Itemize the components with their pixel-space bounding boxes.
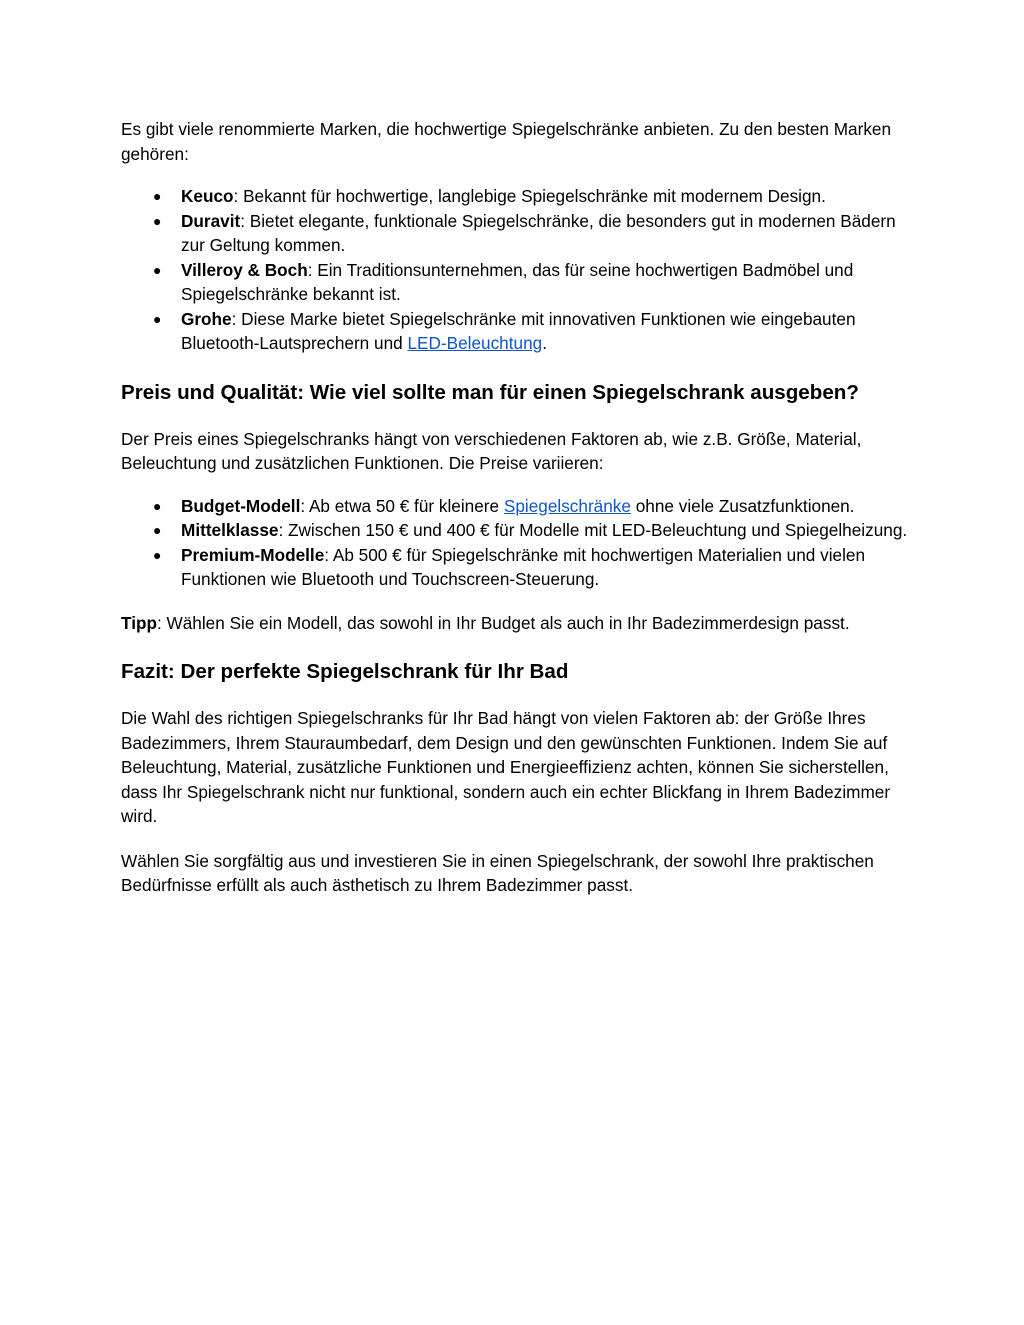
bullet-icon: ● (153, 522, 162, 538)
brands-list (121, 184, 911, 356)
price-tier-description-end: ohne viele Zusatzfunktionen. (630, 495, 855, 516)
conclusion-paragraph-2: Wählen Sie sorgfältig aus und investieren Sie in einen Spiegelschrank, der sowohl Ihre praktischen Bedürfnisse erfüllt als auch ästhetisch zu Ihrem Badezimmer passt. (121, 850, 874, 895)
spiegelschraenke-link[interactable]: Spiegelschränke (503, 495, 631, 516)
brand-name: Grohe (181, 308, 232, 329)
list-item-price-tier (121, 494, 911, 519)
list-item-brand (121, 307, 911, 356)
tip-text: : Wählen Sie ein Modell, das sowohl in Ihr Budget als auch in Ihr Badezimmerdesign passt. (156, 612, 850, 633)
bullet-icon: ● (153, 212, 162, 229)
list-item-price-tier (121, 543, 911, 592)
price-tier-description: : Ab etwa 50 € für kleinere (300, 495, 504, 516)
document-content (121, 117, 911, 898)
price-tier-name: Mittelklasse (181, 520, 279, 540)
price-tier-name: Budget-Modell (181, 495, 301, 516)
led-beleuchtung-link[interactable]: LED-Beleuchtung (407, 333, 543, 353)
price-tier-description: : Ab 500 € für Spiegelschränke mit hochwertigen Materialien und vielen Funktionen wie Bluetooth und Touchscreen-Steuerung. (181, 544, 866, 589)
bullet-icon: ● (153, 261, 162, 278)
price-tier-description: : Zwischen 150 € und 400 € für Modelle mit LED-Beleuchtung und Spiegelheizung. (278, 520, 908, 540)
price-list (121, 494, 911, 592)
conclusion-paragraph-1: Die Wahl des richtigen Spiegelschranks für Ihr Bad hängt von vielen Faktoren ab: der Größe Ihres Badezimmers, Ihrem Stauraumbedarf, dem Design und den gewünschten Funktionen. Indem Sie auf Beleuchtung, Material, zusätzliche Funktionen und Energieeffizienz achten, können Sie sicherstellen, dass Ihr Spiegelschrank nicht nur funktional, sondern auch ein echter Blickfang in Ihrem Badezimmer wird. (121, 708, 891, 826)
brand-description: : Bekannt für hochwertige, langlebige Spiegelschränke mit modernem Design. (233, 186, 826, 206)
bullet-icon: ● (153, 188, 162, 204)
bullet-icon: ● (153, 497, 162, 514)
brand-description: : Ein Traditionsunternehmen, das für seine hochwertigen Badmöbel und Spiegelschränke bekannt ist. (181, 259, 854, 304)
list-item-price-tier (121, 518, 911, 543)
bullet-icon: ● (153, 310, 162, 327)
brand-description: : Bietet elegante, funktionale Spiegelschränke, die besonders gut in modernen Bädern zur Geltung kommen. (181, 210, 896, 255)
brand-description: : Diese Marke bietet Spiegelschränke mit innovativen Funktionen wie eingebauten Bluetooth-Lautsprechern und (181, 308, 856, 353)
list-item-brand (121, 258, 911, 307)
list-item-brand (121, 209, 911, 258)
price-intro-paragraph: Der Preis eines Spiegelschranks hängt von verschiedenen Faktoren ab, wie z.B. Größe, Material, Beleuchtung und zusätzlichen Funktionen. Die Preise variieren: (121, 428, 862, 473)
brands-intro-paragraph: Es gibt viele renommierte Marken, die hochwertige Spiegelschränke anbieten. Zu den besten Marken gehören: (121, 119, 892, 164)
brand-name: Villeroy & Boch (181, 259, 308, 280)
brand-name: Duravit (181, 210, 241, 231)
price-tier-name: Premium-Modelle (181, 544, 325, 565)
list-item-brand (121, 184, 911, 209)
conclusion-heading: Fazit: Der perfekte Spiegelschrank für Ihr Bad (121, 660, 569, 683)
tip-label: Tipp (121, 612, 157, 633)
brand-name: Keuco (181, 186, 234, 206)
price-section-heading: Preis und Qualität: Wie viel sollte man für einen Spiegelschrank ausgeben? (121, 380, 859, 404)
brand-description-end: . (542, 333, 547, 353)
bullet-icon: ● (153, 546, 162, 563)
tip-paragraph (121, 611, 911, 636)
